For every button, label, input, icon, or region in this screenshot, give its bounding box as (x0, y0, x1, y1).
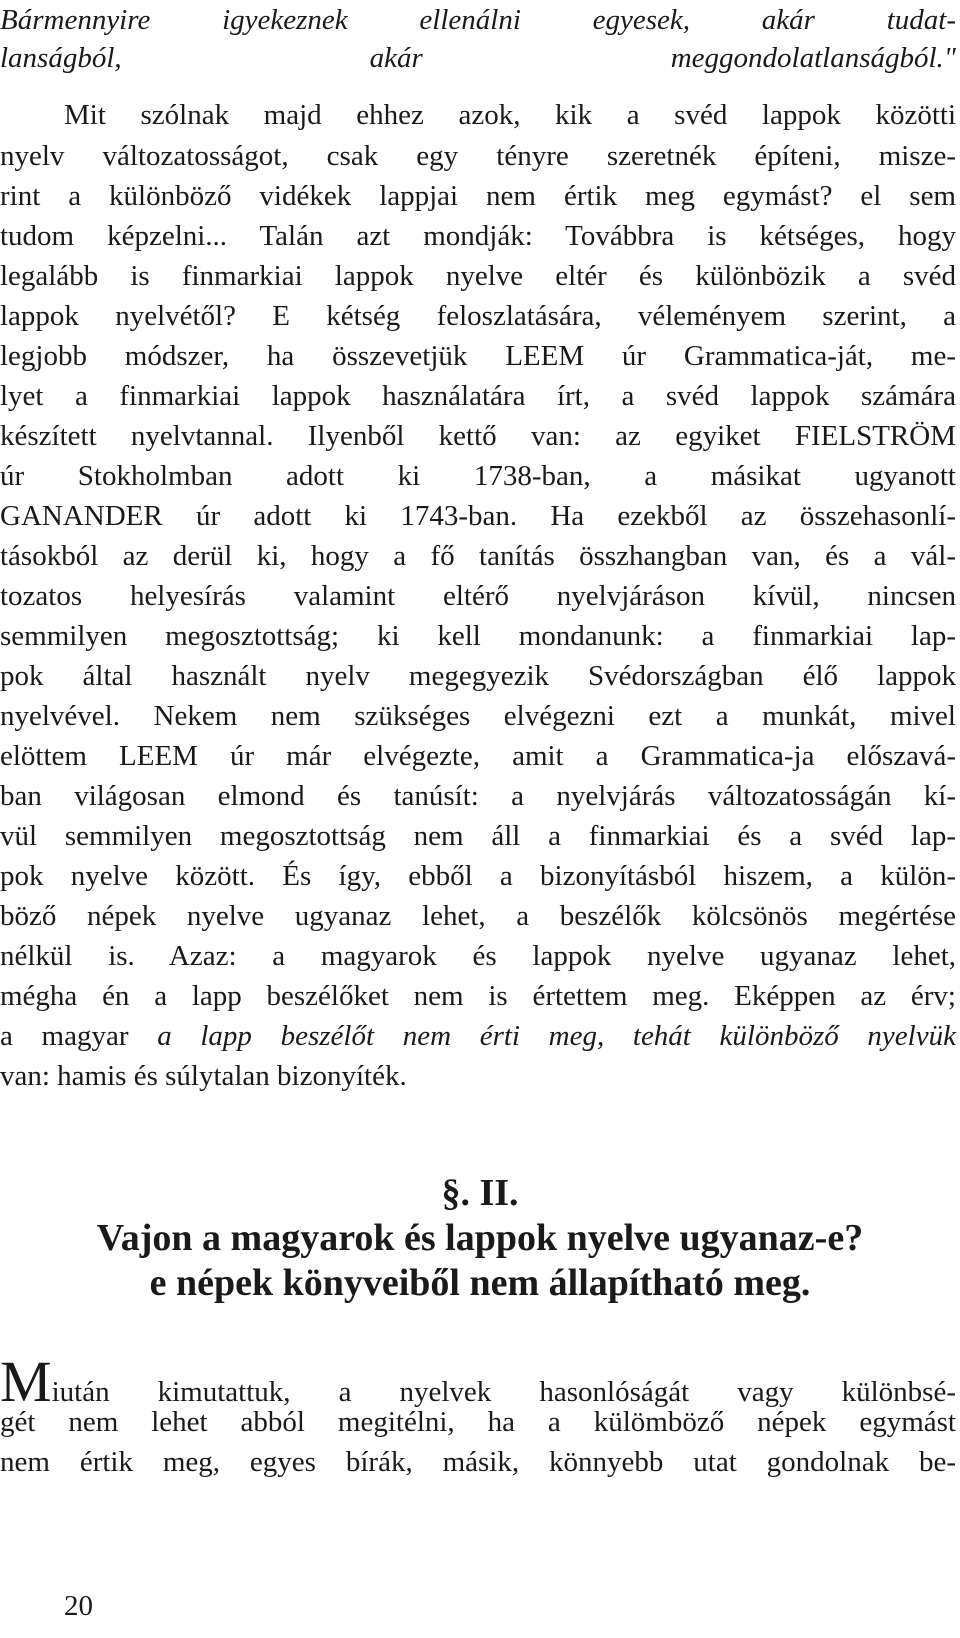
body-line-2: nyelv változatosságot, csak egy tényre szeretnék építeni, misze- (0, 140, 956, 172)
body-line-25: van: hamis és súlytalan bizonyíték. (0, 1060, 407, 1092)
body-line-1: Mit szólnak majd ehhez azok, kik a svéd lappok közötti (64, 99, 956, 131)
drop-cap: M (0, 1349, 52, 1414)
body-line-12: tásokból az derül ki, hogy a fő tanítás összhangban van, és a vál- (0, 540, 956, 572)
body-line-20: pok nyelve között. És így, ebből a bizonyításból hiszem, a külön- (0, 860, 956, 892)
body-line-18: ban világosan elmond és tanúsít: a nyelvjárás változatosságán kí- (0, 780, 956, 812)
body-line-9: készített nyelvtannal. Ilyenből kettő van: az egyiket FIELSTRÖM (0, 420, 956, 452)
intro-line-2: lanságból, akár meggondolatlanságból." (0, 42, 956, 74)
body-line-4: tudom képzelni... Talán azt mondják: Továbbra is kétséges, hogy (0, 220, 956, 252)
section-title-line-1: Vajon a magyarok és lappok nyelve ugyanaz-e? (96, 1217, 864, 1259)
body-line-24-lead: a magyar (0, 1020, 158, 1052)
body-line-19: vül semmilyen megosztottság nem áll a finmarkiai és a svéd lap- (0, 820, 956, 852)
body-line-24 (0, 1016, 960, 1056)
body-line-8: lyet a finmarkiai lappok használatára írt, a svéd lappok számára (0, 380, 956, 412)
section-number: §. II. (441, 1172, 519, 1214)
section-body-line-2: gét nem lehet abból megitélni, ha a külömböző népek egymást (0, 1406, 956, 1438)
body-line-5: legalább is finmarkiai lappok nyelve eltér és különbözik a svéd (0, 260, 956, 292)
body-line-10: úr Stokholmban adott ki 1738-ban, a másikat ugyanott (0, 460, 956, 492)
body-line-6: lappok nyelvétől? E kétség feloszlatására, véleményem szerint, a (0, 300, 956, 332)
body-line-16: nyelvével. Nekem nem szükséges elvégezni ezt a munkát, mivel (0, 700, 956, 732)
body-line-23: mégha én a lapp beszélőket nem is értettem meg. Eképpen az érv; (0, 980, 956, 1012)
body-line-13: tozatos helyesírás valamint eltérő nyelvjáráson kívül, nincsen (0, 580, 956, 612)
body-line-21: böző népek nyelve ugyanaz lehet, a beszélők kölcsönös megértése (0, 900, 956, 932)
body-line-22: nélkül is. Azaz: a magyarok és lappok nyelve ugyanaz lehet, (0, 940, 956, 972)
body-line-11: GANANDER úr adott ki 1743-ban. Ha ezekből az összehasonlí- (0, 500, 956, 532)
body-line-15: pok által használt nyelv megegyezik Svédországban élő lappok (0, 660, 956, 692)
section-body-line-1-rest: iután kimutattuk, a nyelvek hasonlóságát vagy különbsé- (51, 1376, 956, 1408)
section-title-line-2: e népek könyveiből nem állapítható meg. (149, 1262, 811, 1304)
body-line-24-italic: a lapp beszélőt nem érti meg, tehát különböző nyelvük (157, 1020, 956, 1052)
intro-line-1: Bármennyire igyekeznek ellenálni egyesek, akár tudat- (0, 4, 956, 36)
body-line-7: legjobb módszer, ha összevetjük LEEM úr Grammatica-ját, me- (0, 340, 956, 372)
body-line-14: semmilyen megosztottság; ki kell mondanunk: a finmarkiai lap- (0, 620, 956, 652)
body-line-17: elöttem LEEM úr már elvégezte, amit a Grammatica-ja előszavá- (0, 740, 956, 772)
section-body-line-3: nem értik meg, egyes bírák, másik, könnyebb utat gondolnak be- (0, 1446, 956, 1478)
body-line-3: rint a különböző vidékek lappjai nem értik meg egymást? el sem (0, 180, 956, 212)
page-number: 20 (64, 1590, 93, 1622)
